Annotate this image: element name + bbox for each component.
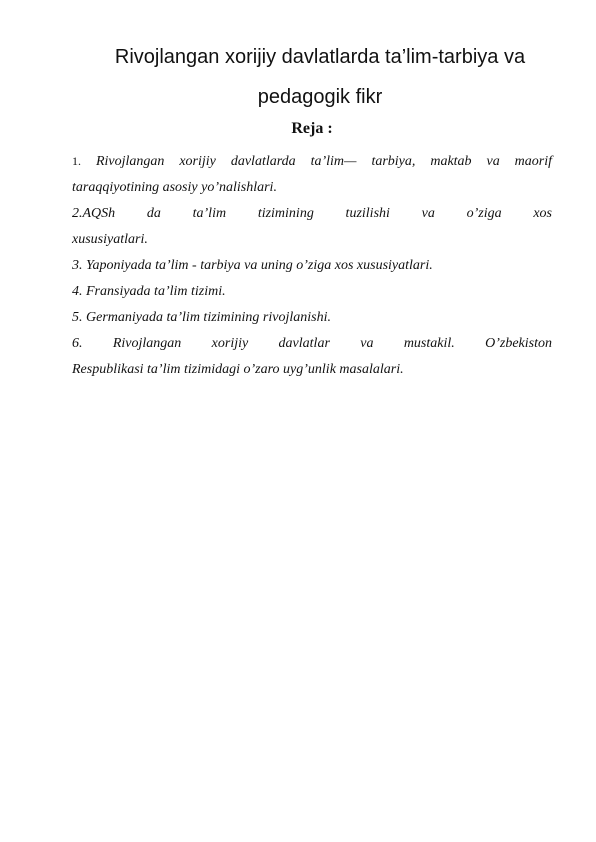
plan-item-3: [72, 253, 552, 279]
page-title-line-2: pedagogik fikr: [257, 86, 383, 108]
plan-item-1-text: Rivojlangan xorijiy davlatlarda ta’lim— tarbiya, maktab va maorif: [95, 154, 552, 169]
plan-item-1: [72, 148, 552, 201]
plan-item-2: [72, 201, 552, 253]
plan-item-5: [72, 305, 552, 331]
plan-item-2-line-2: xususiyatlari.: [72, 232, 148, 247]
plan-item-5-line-1: 5. Germaniyada ta’lim tizimining rivojlanishi.: [72, 310, 331, 325]
plan-heading: Reja :: [291, 120, 333, 137]
plan-list: [72, 148, 552, 383]
plan-item-2-line-1: 2.AQSh da ta’lim tizimining tuzilishi va o’ziga xos: [72, 206, 552, 221]
plan-item-1-line-2: taraqqiyotining asosiy yo’nalishlari.: [72, 180, 277, 195]
plan-item-4-line-1: 4. Fransiyada ta’lim tizimi.: [72, 284, 226, 299]
plan-item-6: [72, 331, 552, 383]
plan-item-1-number: 1.: [72, 154, 81, 168]
plan-item-6-line-1: 6. Rivojlangan xorijiy davlatlar va mustakil. O’zbekiston: [72, 336, 552, 351]
plan-item-6-line-2: Respublikasi ta’lim tizimidagi o’zaro uyg’unlik masalalari.: [72, 362, 404, 377]
page-title-line-1: Rivojlangan xorijiy davlatlarda ta’lim-tarbiya va: [114, 46, 526, 68]
plan-item-1-line-1: [72, 148, 552, 175]
plan-item-3-line-1: 3. Yaponiyada ta’lim - tarbiya va uning o’ziga xos xususiyatlari.: [72, 258, 433, 273]
plan-item-4: [72, 279, 552, 305]
